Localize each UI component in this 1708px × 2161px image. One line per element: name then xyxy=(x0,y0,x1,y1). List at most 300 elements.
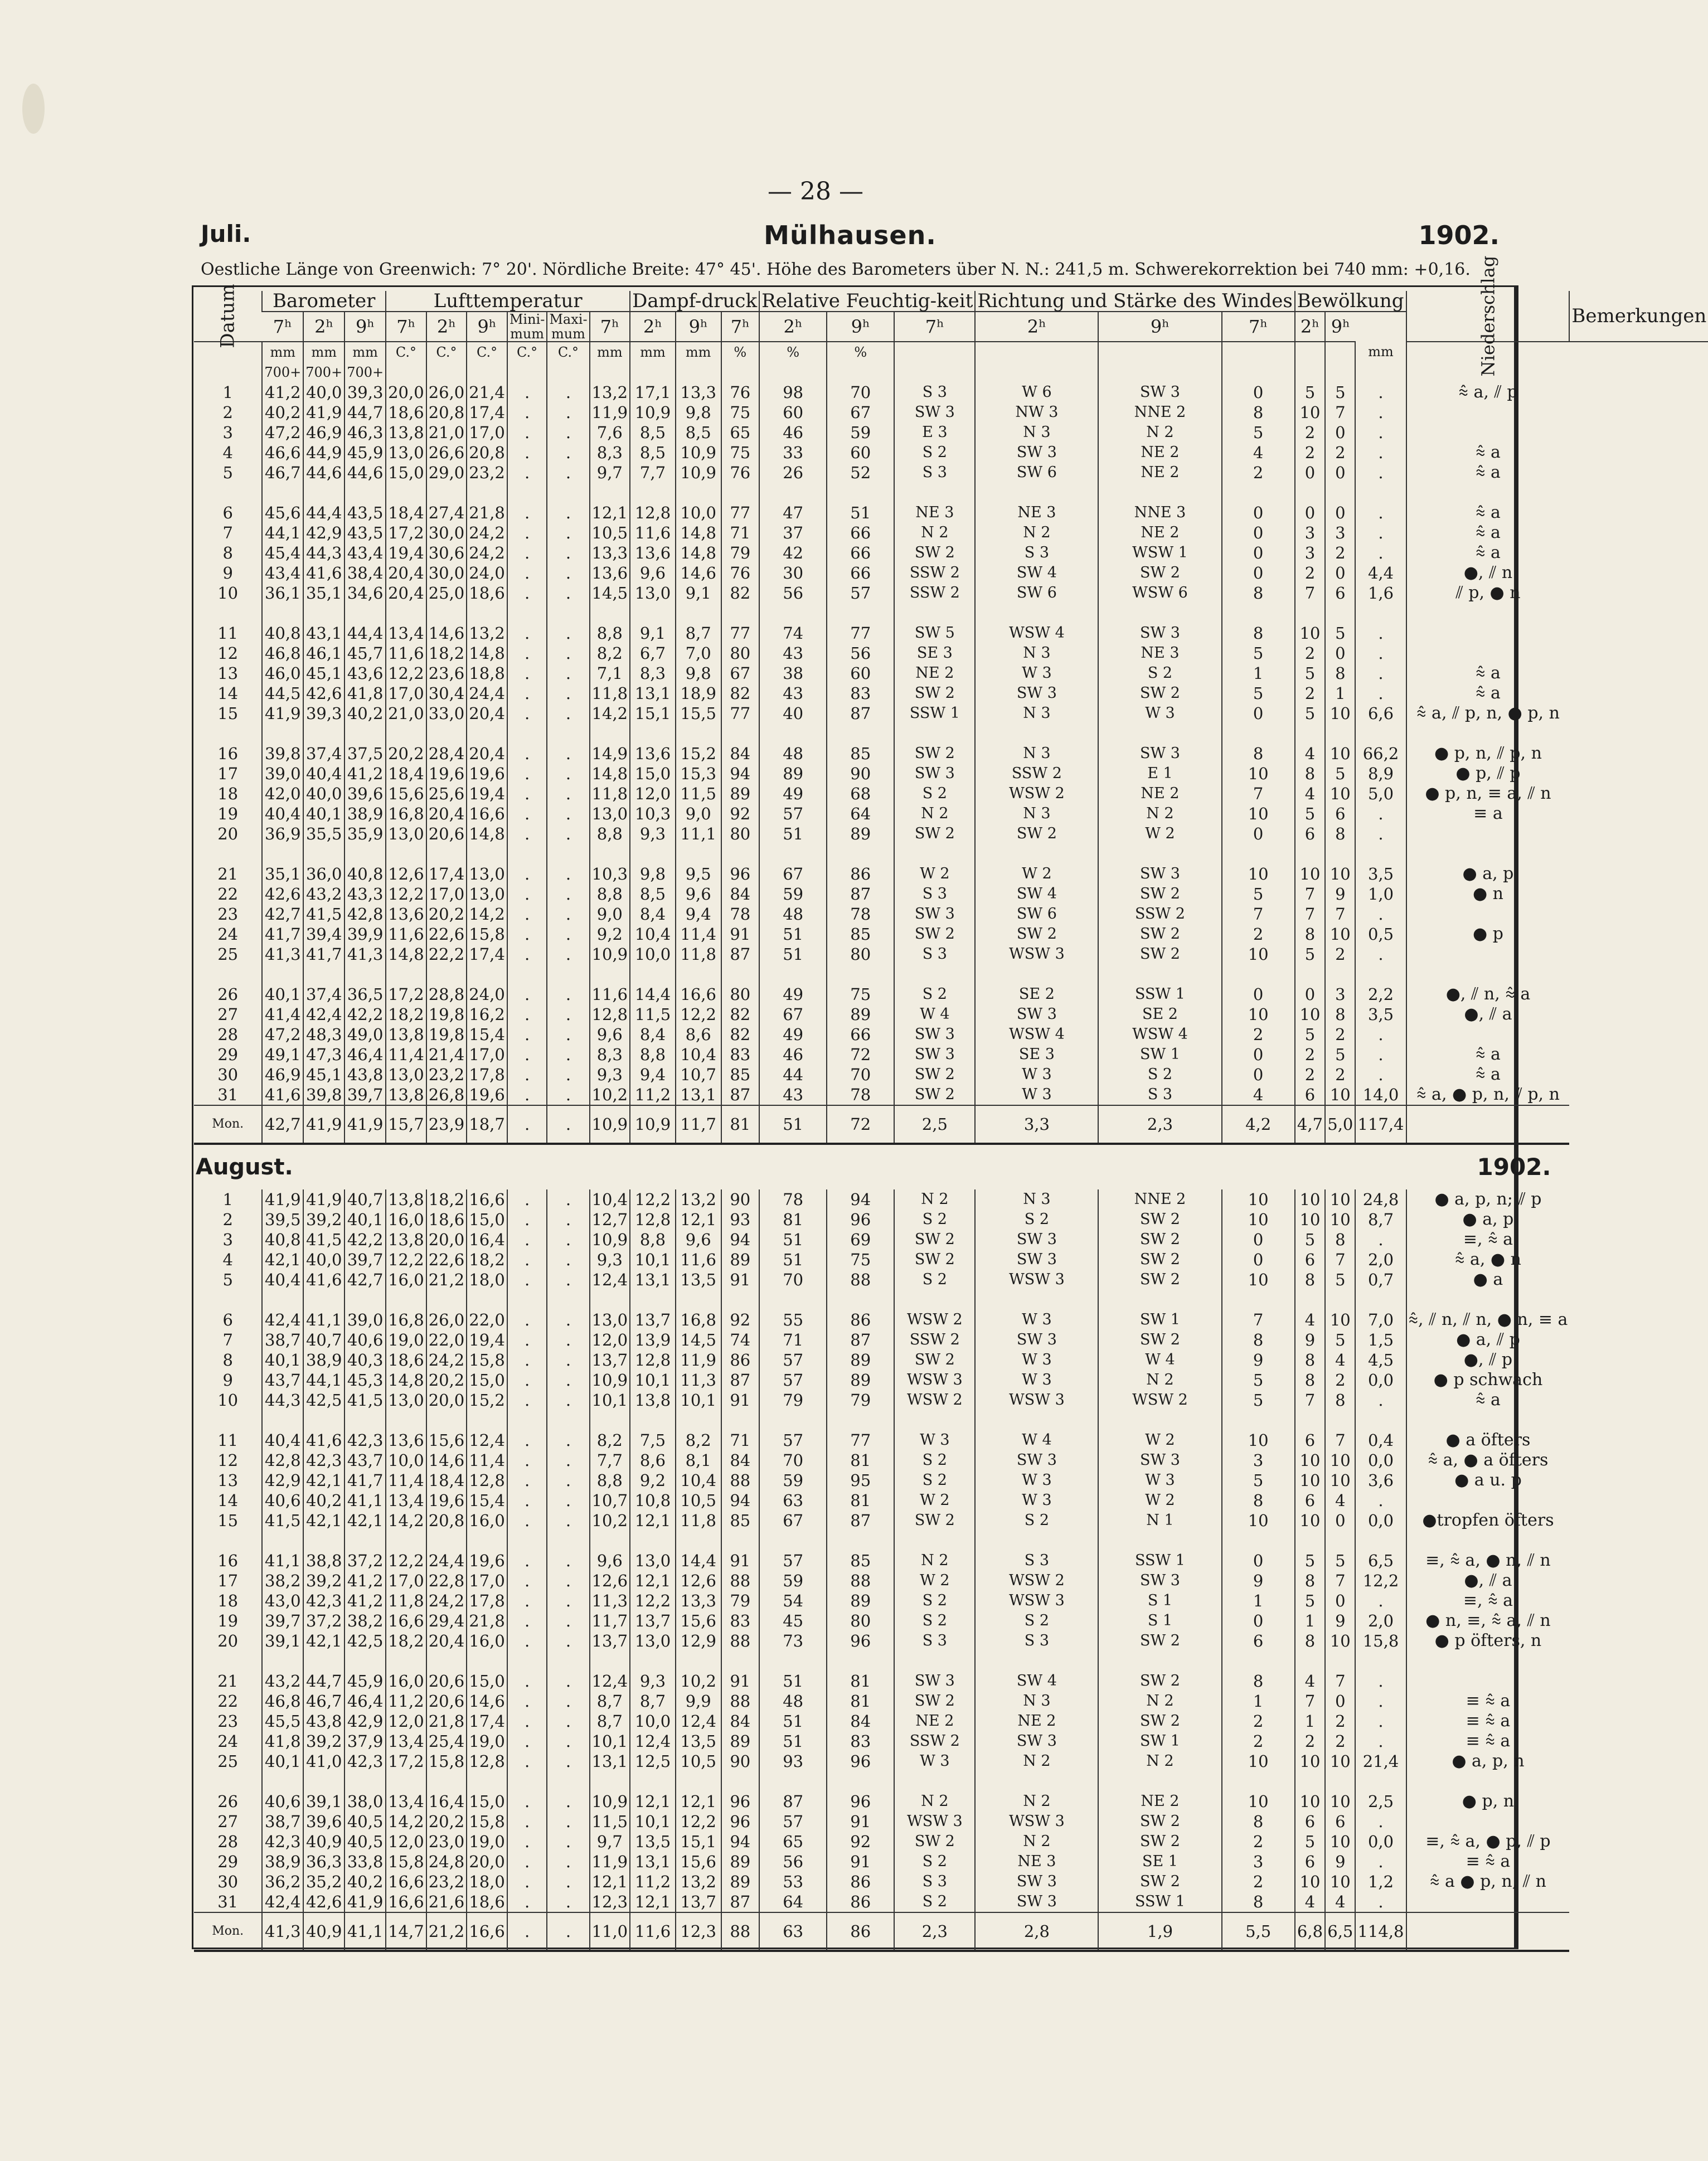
table-cell: 24,2 xyxy=(426,1591,467,1611)
table-cell: 71 xyxy=(721,1430,760,1450)
table-cell: 37,2 xyxy=(303,1611,344,1631)
table-cell: 46,0 xyxy=(262,663,303,683)
table-cell: 14,5 xyxy=(590,583,630,603)
table-cell: 8,2 xyxy=(676,1430,721,1450)
unit-cell-9 xyxy=(590,342,630,382)
table-cell: . xyxy=(547,1310,589,1330)
table-cell: 14,2 xyxy=(386,1812,426,1832)
gap-cell xyxy=(590,964,630,984)
table-cell: 9,8 xyxy=(630,864,676,884)
table-cell: 12,0 xyxy=(386,1832,426,1852)
table-cell: . xyxy=(547,1711,589,1731)
table-cell: 11,4 xyxy=(467,1450,507,1470)
table-row xyxy=(194,804,1708,824)
table-cell: 35,1 xyxy=(262,864,303,884)
table-cell: 41,6 xyxy=(303,563,344,583)
table-cell xyxy=(1406,1490,1570,1511)
table-cell: 23,2 xyxy=(426,1872,467,1892)
table-cell: ≡ ⩯ a xyxy=(1406,1852,1570,1872)
table-cell: 44,5 xyxy=(262,683,303,703)
table-cell: 5 xyxy=(1295,1832,1325,1852)
table-cell: 90 xyxy=(721,1189,760,1210)
gap-cell xyxy=(894,1410,975,1430)
table-cell: NNE 2 xyxy=(1098,402,1221,423)
unit-label: C.° xyxy=(436,344,457,360)
unit-label: mm xyxy=(311,344,337,360)
table-cell: . xyxy=(507,1852,547,1872)
table-cell: 15,1 xyxy=(630,703,676,723)
table-cell: SW 1 xyxy=(1098,1731,1221,1751)
table-row xyxy=(194,744,1708,764)
table-cell xyxy=(1406,1812,1570,1832)
table-cell: W 3 xyxy=(894,1430,975,1450)
table-cell: . xyxy=(1355,1490,1406,1511)
table-cell: 17,4 xyxy=(426,864,467,884)
table-cell: 57 xyxy=(759,804,827,824)
gap-cell xyxy=(676,1290,721,1310)
table-cell xyxy=(1406,423,1570,443)
table-cell: 87 xyxy=(759,1791,827,1812)
table-row xyxy=(194,1490,1708,1511)
monthly-mean-row xyxy=(194,1912,1708,1951)
gap-cell xyxy=(894,1771,975,1791)
table-cell: 10,9 xyxy=(590,1230,630,1250)
table-cell: 80 xyxy=(721,643,760,663)
table-cell: SW 2 xyxy=(894,1250,975,1270)
subheader-minimum-6: Mini-mum xyxy=(507,312,547,342)
table-cell: W 3 xyxy=(975,663,1098,683)
table-cell: 17,0 xyxy=(467,423,507,443)
table-cell: 9 xyxy=(222,1371,233,1390)
table-cell: 3 xyxy=(1295,523,1325,543)
table-cell: 19 xyxy=(217,804,239,823)
table-cell: 6 xyxy=(1295,1812,1325,1832)
table-cell: SW 3 xyxy=(894,764,975,784)
table-cell: 5,0 xyxy=(1355,784,1406,804)
table-cell: 0,5 xyxy=(1355,924,1406,944)
table-cell: 41,2 xyxy=(344,764,386,784)
table-cell: 11,8 xyxy=(590,784,630,804)
gap-cell xyxy=(721,603,760,623)
table-cell: 11,2 xyxy=(386,1691,426,1711)
table-cell: 7 xyxy=(1222,904,1295,924)
gap-cell xyxy=(303,723,344,744)
table-cell: 88 xyxy=(827,1270,894,1290)
table-cell: 40 xyxy=(759,703,827,723)
subheader-t9-5: 9ʰ xyxy=(467,312,507,342)
table-cell: 96 xyxy=(721,864,760,884)
table-cell: 13,2 xyxy=(590,382,630,402)
gap-cell xyxy=(1325,1531,1355,1551)
table-cell: NE 3 xyxy=(975,503,1098,523)
table-cell: 91 xyxy=(721,924,760,944)
table-cell: 41,2 xyxy=(262,382,303,402)
table-cell: 27,4 xyxy=(426,503,467,523)
table-cell: ●, ⫽ n, ⩯ a xyxy=(1406,984,1570,1004)
table-cell: 17,0 xyxy=(467,1045,507,1065)
gap-cell xyxy=(1222,483,1295,503)
table-cell: 1 xyxy=(1222,663,1295,683)
table-cell: 60 xyxy=(827,443,894,463)
table-cell: 6,6 xyxy=(1355,703,1406,723)
table-cell: 8,8 xyxy=(630,1230,676,1250)
table-cell: 12,1 xyxy=(630,1571,676,1591)
table-cell: 44,4 xyxy=(344,623,386,643)
table-cell: SW 2 xyxy=(1098,1832,1221,1852)
table-cell: . xyxy=(547,864,589,884)
table-cell: 1 xyxy=(222,383,233,402)
table-cell: 10,9 xyxy=(630,402,676,423)
unit-cell-10 xyxy=(630,342,676,382)
table-row xyxy=(194,1671,1708,1691)
table-cell: SW 2 xyxy=(1098,1330,1221,1350)
gap-cell xyxy=(507,844,547,864)
table-cell: 11,8 xyxy=(386,1591,426,1611)
unit-label: % xyxy=(787,344,800,360)
gap-cell xyxy=(721,1651,760,1671)
table-cell: 44,1 xyxy=(262,523,303,543)
table-cell: 2,5 xyxy=(894,1105,975,1144)
table-cell: 67 xyxy=(759,1511,827,1531)
table-cell: 0 xyxy=(1325,503,1355,523)
table-cell: 1 xyxy=(222,1190,233,1209)
table-cell: 14,8 xyxy=(467,643,507,663)
gap-cell xyxy=(1295,1290,1325,1310)
table-cell: 11,9 xyxy=(590,402,630,423)
table-cell: 8 xyxy=(1325,1230,1355,1250)
table-cell: 2 xyxy=(1222,1711,1295,1731)
group-gap xyxy=(194,603,1708,623)
table-row xyxy=(194,1470,1708,1490)
table-cell: 15,4 xyxy=(467,1024,507,1045)
group-gap xyxy=(194,844,1708,864)
table-cell: 5 xyxy=(1222,683,1295,703)
table-cell: 14,8 xyxy=(386,944,426,964)
table-cell: 12,0 xyxy=(590,1330,630,1350)
table-cell: . xyxy=(547,1631,589,1651)
table-cell: 49 xyxy=(759,984,827,1004)
gap-cell xyxy=(262,1290,303,1310)
table-cell: 13,1 xyxy=(630,1852,676,1872)
table-cell: 15,8 xyxy=(467,1350,507,1370)
table-cell: 41,2 xyxy=(344,1591,386,1611)
table-cell: N 2 xyxy=(1098,423,1221,443)
table-cell: 15,0 xyxy=(386,463,426,483)
table-cell: 56 xyxy=(827,643,894,663)
table-cell: 43,4 xyxy=(262,563,303,583)
table-cell: 80 xyxy=(827,1611,894,1631)
table-cell: 45,6 xyxy=(262,503,303,523)
table-cell: ● a xyxy=(1406,1270,1570,1290)
table-cell: 83 xyxy=(721,1045,760,1065)
gap-cell xyxy=(426,844,467,864)
gap-cell xyxy=(975,723,1098,744)
table-cell: 41,3 xyxy=(344,944,386,964)
table-cell: . xyxy=(507,402,547,423)
table-cell: 5 xyxy=(1295,703,1325,723)
table-cell: 51 xyxy=(759,824,827,844)
table-cell: SW 3 xyxy=(975,1892,1098,1912)
table-cell: 10,4 xyxy=(676,1045,721,1065)
table-cell: 19,0 xyxy=(467,1832,507,1852)
table-row xyxy=(194,563,1708,583)
table-cell: 45,7 xyxy=(344,643,386,663)
table-cell: 89 xyxy=(721,1731,760,1751)
table-cell: 43,7 xyxy=(344,1450,386,1470)
table-cell: WSW 3 xyxy=(975,944,1098,964)
table-cell: 16,6 xyxy=(386,1872,426,1892)
gap-cell xyxy=(303,1290,344,1310)
table-cell: W 4 xyxy=(1098,1350,1221,1370)
table-cell: . xyxy=(507,1711,547,1731)
table-cell: . xyxy=(507,503,547,523)
gap-cell xyxy=(827,1531,894,1551)
gap-cell xyxy=(426,483,467,503)
gap-cell xyxy=(1325,844,1355,864)
table-row xyxy=(194,663,1708,683)
table-cell: SW 3 xyxy=(894,1024,975,1045)
table-cell: 7 xyxy=(222,523,233,542)
table-cell: . xyxy=(507,1470,547,1490)
table-cell: WSW 2 xyxy=(975,1571,1098,1591)
table-cell: 13,0 xyxy=(386,1065,426,1085)
gap-cell xyxy=(386,1771,426,1791)
table-cell: 41,9 xyxy=(344,1105,386,1144)
table-cell: 15,2 xyxy=(676,744,721,764)
table-row xyxy=(194,864,1708,884)
table-cell: 17,2 xyxy=(386,984,426,1004)
table-cell: 24 xyxy=(217,1732,239,1751)
table-cell: 7 xyxy=(1295,904,1325,924)
table-cell: . xyxy=(507,1230,547,1250)
gap-cell xyxy=(1325,1771,1355,1791)
table-cell: ●, ⫽ n xyxy=(1406,563,1570,583)
table-cell: 7 xyxy=(1295,884,1325,904)
table-cell: 39,6 xyxy=(344,784,386,804)
table-cell: 19 xyxy=(217,1611,239,1630)
table-cell: 2 xyxy=(1325,1370,1355,1390)
gap-cell xyxy=(194,483,262,503)
table-cell: . xyxy=(547,1004,589,1024)
table-cell: 9,6 xyxy=(630,563,676,583)
table-cell: 9,4 xyxy=(630,1065,676,1085)
table-cell: 35,2 xyxy=(303,1872,344,1892)
table-cell: 1,2 xyxy=(1355,1872,1406,1892)
table-cell: SW 2 xyxy=(1098,924,1221,944)
table-cell: 9,4 xyxy=(676,904,721,924)
table-cell: 8,8 xyxy=(630,1045,676,1065)
table-cell: . xyxy=(507,1450,547,1470)
group-gap xyxy=(194,1651,1708,1671)
table-cell: 38,2 xyxy=(344,1611,386,1631)
table-cell: . xyxy=(547,1470,589,1490)
gap-cell xyxy=(467,723,507,744)
table-cell: . xyxy=(1355,1591,1406,1611)
table-cell: 36,5 xyxy=(344,984,386,1004)
gap-cell xyxy=(975,964,1098,984)
gap-cell xyxy=(1406,483,1570,503)
table-cell: 12,2 xyxy=(386,1551,426,1571)
gap-cell xyxy=(262,1531,303,1551)
table-cell: 0 xyxy=(1325,1691,1355,1711)
table-cell: 2 xyxy=(1222,924,1295,944)
table-cell: 10 xyxy=(1325,1751,1355,1771)
table-cell: 21 xyxy=(217,1672,239,1691)
gap-cell xyxy=(676,603,721,623)
table-cell: 25,4 xyxy=(426,1731,467,1751)
gap-cell xyxy=(426,1651,467,1671)
table-cell: 23 xyxy=(217,905,239,924)
table-cell: ⩯ a, ⫽ p xyxy=(1406,382,1570,402)
table-cell: 20,4 xyxy=(386,563,426,583)
table-cell: W 3 xyxy=(975,1085,1098,1105)
gap-cell xyxy=(303,844,344,864)
table-cell: 31 xyxy=(217,1892,239,1911)
table-cell: 35,5 xyxy=(303,824,344,844)
table-cell: . xyxy=(547,382,589,402)
gap-cell xyxy=(467,1651,507,1671)
table-cell: 5 xyxy=(1295,1591,1325,1611)
table-cell: . xyxy=(507,864,547,884)
table-cell: 10,7 xyxy=(676,1065,721,1085)
gap-cell xyxy=(262,723,303,744)
gap-cell xyxy=(386,1531,426,1551)
table-cell: 10 xyxy=(1222,1270,1295,1290)
table-cell: 12,2 xyxy=(386,663,426,683)
table-cell: 42,7 xyxy=(262,1105,303,1144)
table-cell: 64 xyxy=(759,1892,827,1912)
table-cell: 82 xyxy=(721,1004,760,1024)
table-cell: 8,4 xyxy=(630,1024,676,1045)
table-cell: 20,4 xyxy=(386,583,426,603)
table-cell: 11,7 xyxy=(676,1105,721,1144)
table-cell: 8,8 xyxy=(590,824,630,844)
gap-cell xyxy=(676,844,721,864)
gap-cell xyxy=(975,1771,1098,1791)
table-row xyxy=(194,382,1708,402)
gap-cell xyxy=(547,1651,589,1671)
table-cell: 11,6 xyxy=(630,1912,676,1951)
table-cell: . xyxy=(507,1004,547,1024)
table-cell: 46,9 xyxy=(303,423,344,443)
table-cell: 12,1 xyxy=(590,503,630,523)
table-cell: 15,6 xyxy=(676,1852,721,1872)
table-cell: 6 xyxy=(1325,804,1355,824)
table-cell: 14,8 xyxy=(676,543,721,563)
table-cell: 91 xyxy=(721,1390,760,1410)
table-cell: 87 xyxy=(827,884,894,904)
table-cell: 38,2 xyxy=(262,1571,303,1591)
table-cell: 56 xyxy=(759,1852,827,1872)
gap-cell xyxy=(344,1531,386,1551)
gap-cell xyxy=(630,1290,676,1310)
table-cell: 57 xyxy=(759,1430,827,1450)
table-cell: . xyxy=(507,543,547,563)
august-year-title: 1902. xyxy=(1477,1153,1551,1181)
table-cell: WSW 3 xyxy=(894,1812,975,1832)
table-cell: 10 xyxy=(1325,1872,1355,1892)
gap-cell xyxy=(303,1651,344,1671)
table-cell: 42,3 xyxy=(344,1751,386,1771)
group-gap xyxy=(194,1410,1708,1430)
table-cell: SSW 2 xyxy=(894,1330,975,1350)
table-cell: 39,7 xyxy=(344,1250,386,1270)
gap-cell xyxy=(344,844,386,864)
table-cell: 8 xyxy=(1325,824,1355,844)
table-cell: 88 xyxy=(721,1571,760,1591)
table-cell: 3 xyxy=(1222,1450,1295,1470)
table-cell: S 2 xyxy=(975,1210,1098,1230)
table-cell: 0 xyxy=(1325,643,1355,663)
table-cell: 78 xyxy=(721,904,760,924)
gap-cell xyxy=(1406,1410,1570,1430)
table-cell: 3 xyxy=(1295,543,1325,563)
table-cell: NE 3 xyxy=(975,1852,1098,1872)
gap-cell xyxy=(426,1410,467,1430)
table-cell: N 2 xyxy=(894,804,975,824)
table-cell: 18,9 xyxy=(676,683,721,703)
gap-cell xyxy=(1098,1531,1221,1551)
table-cell: 42,2 xyxy=(344,1230,386,1250)
table-cell: 0 xyxy=(1295,984,1325,1004)
table-cell: 5 xyxy=(1295,1024,1325,1045)
table-cell: 2,5 xyxy=(1355,1791,1406,1812)
table-cell: 82 xyxy=(721,683,760,703)
table-cell: 20,2 xyxy=(426,1370,467,1390)
table-cell: 51 xyxy=(759,924,827,944)
table-cell: 10 xyxy=(1325,1210,1355,1230)
table-cell: 11,8 xyxy=(676,944,721,964)
table-cell: 75 xyxy=(827,1250,894,1270)
table-cell: 10,1 xyxy=(630,1370,676,1390)
table-cell: 0 xyxy=(1222,1611,1295,1631)
table-cell: 86 xyxy=(827,1310,894,1330)
gap-cell xyxy=(1406,603,1570,623)
table-cell: SW 2 xyxy=(894,1350,975,1370)
gap-cell xyxy=(303,603,344,623)
table-cell: 13,8 xyxy=(386,1085,426,1105)
table-cell: 57 xyxy=(759,1370,827,1390)
table-cell: N 1 xyxy=(1098,1511,1221,1531)
table-cell: 9,6 xyxy=(676,1230,721,1250)
table-cell: SW 4 xyxy=(975,884,1098,904)
table-cell: 42,0 xyxy=(262,784,303,804)
table-cell: 15,8 xyxy=(467,924,507,944)
table-cell: SW 2 xyxy=(1098,884,1221,904)
table-cell: 13,7 xyxy=(590,1350,630,1370)
table-cell: 43,7 xyxy=(262,1370,303,1390)
table-cell: WSW 1 xyxy=(1098,543,1221,563)
table-cell: 6,8 xyxy=(1295,1912,1325,1951)
table-cell: 75 xyxy=(721,443,760,463)
table-cell: SW 3 xyxy=(894,402,975,423)
table-cell: 37,4 xyxy=(303,984,344,1004)
table-cell: SW 3 xyxy=(1098,382,1221,402)
subheader-t2-9: 2ʰ xyxy=(630,312,676,342)
unit-cell-21 xyxy=(1355,342,1406,382)
table-cell: . xyxy=(1355,643,1406,663)
table-cell: 42 xyxy=(759,543,827,563)
table-cell: 5 xyxy=(222,463,233,482)
table-cell: 5 xyxy=(1222,884,1295,904)
table-cell: 3 xyxy=(1325,984,1355,1004)
table-cell: 51 xyxy=(759,1230,827,1250)
table-cell: 41,9 xyxy=(303,402,344,423)
table-cell: 40,0 xyxy=(303,382,344,402)
table-cell: 9,6 xyxy=(676,884,721,904)
table-cell: 21,6 xyxy=(426,1892,467,1912)
gap-cell xyxy=(759,1290,827,1310)
